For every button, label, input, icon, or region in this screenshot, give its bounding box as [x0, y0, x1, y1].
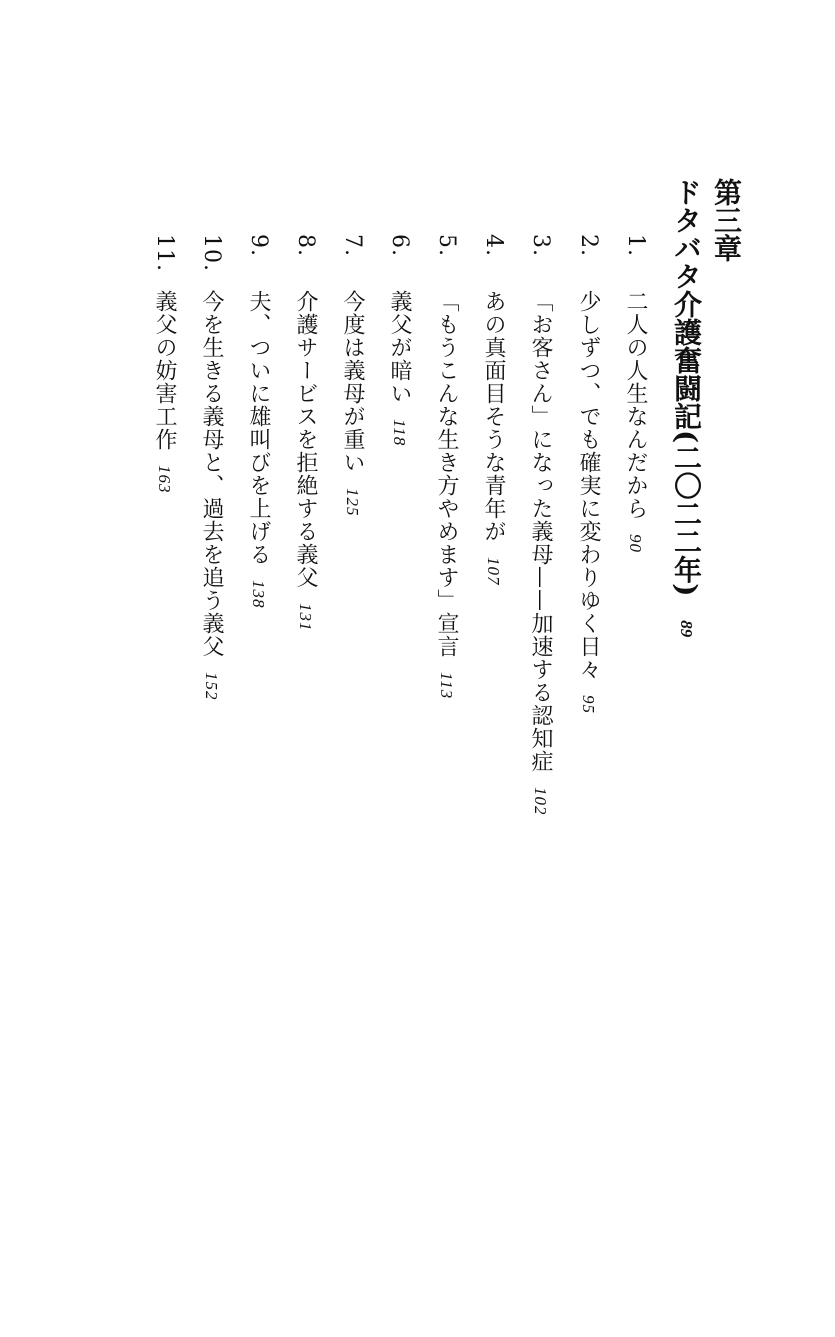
entry-number: 8.: [293, 234, 318, 257]
entry-number: 2.: [576, 234, 601, 257]
entry-page-number: 131: [296, 603, 315, 632]
entry-title: 今度は義母が重い: [340, 290, 365, 474]
toc-entry[interactable]: [149, 234, 180, 494]
entry-title: 少しずつ、でも確実に変わりゆく日々: [576, 290, 601, 681]
chapter-title: ドタバタ介護奮闘記: [670, 178, 703, 430]
toc-entry[interactable]: [337, 234, 368, 517]
entry-title: 今を生きる義母と、過去を追う義父: [199, 290, 224, 658]
entry-page-number: 163: [155, 465, 174, 494]
toc-entry[interactable]: [290, 234, 321, 632]
entry-page-number: 90: [626, 534, 645, 553]
toc-entry[interactable]: [431, 234, 462, 699]
entry-number: 5.: [434, 234, 459, 257]
entry-page-number: 102: [531, 787, 550, 816]
entry-number: 3.: [528, 234, 553, 257]
chapter-label: 第三章: [710, 178, 743, 262]
entry-title: あの真面目そうな青年が: [481, 290, 506, 543]
entry-title: 夫、ついに雄叫びを上げる: [246, 290, 271, 566]
entry-number: 1.: [623, 234, 648, 257]
entry-page-number: 118: [390, 419, 409, 447]
entry-number: 10.: [199, 234, 224, 272]
toc-entry[interactable]: [196, 234, 227, 701]
entry-page-number: 113: [437, 672, 456, 700]
toc-entry[interactable]: [243, 234, 274, 609]
toc-entry[interactable]: [525, 234, 556, 816]
chapter-year: (二〇二二年): [670, 430, 703, 597]
entry-number: 6.: [387, 234, 412, 257]
chapter-heading: [666, 178, 746, 637]
entry-title: 義父が暗い: [387, 290, 412, 405]
entry-title: 義父の妨害工作: [152, 290, 177, 451]
toc-entry[interactable]: [384, 234, 415, 446]
entry-title: 「お客さん」になった義母——加速する認知症: [528, 290, 553, 773]
chapter-page-number: 89: [677, 620, 696, 638]
toc-entry[interactable]: [573, 234, 604, 714]
entry-number: 9.: [246, 234, 271, 257]
entry-number: 4.: [481, 234, 506, 257]
entry-title: 二人の人生なんだから: [623, 290, 648, 520]
toc-entry[interactable]: [620, 234, 651, 553]
entry-title: 介護サービスを拒絶する義父: [293, 290, 318, 589]
entry-title: 「もうこんな生き方やめます」宣言: [434, 290, 459, 658]
entry-number: 7.: [340, 234, 365, 257]
toc-entry[interactable]: [478, 234, 509, 586]
entry-page-number: 107: [484, 557, 503, 586]
entry-page-number: 95: [579, 695, 598, 714]
entry-page-number: 138: [249, 580, 268, 609]
entry-number: 11.: [152, 234, 177, 272]
entry-page-number: 125: [343, 488, 362, 517]
entry-page-number: 152: [202, 672, 221, 701]
